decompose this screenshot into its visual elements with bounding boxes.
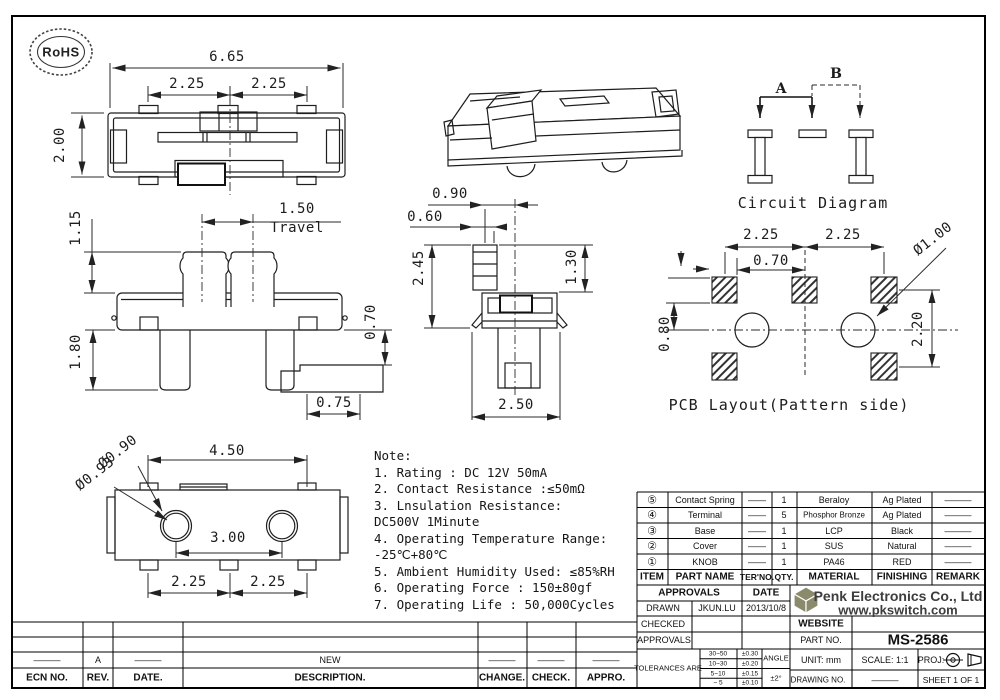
note-line: 5. Ambient Humidity Used: ≤85%RH: [374, 563, 615, 579]
part-finishing: Ag Plated: [882, 510, 922, 520]
part-terno: ——: [748, 526, 766, 536]
company-website: www.pkswitch.com: [838, 602, 958, 618]
part-finishing: Ag Plated: [882, 495, 922, 505]
tol-range-1: 30~50: [708, 650, 728, 658]
tol-value-2: ±0.20: [741, 660, 759, 668]
dim-pcb-span-v: 2.20: [910, 311, 926, 347]
part-material: SUS: [824, 541, 844, 551]
part-remark: ———: [944, 510, 972, 520]
circuit-title: Circuit Diagram: [737, 194, 889, 212]
rev-letter: A: [94, 655, 102, 665]
part-finishing: Black: [890, 526, 914, 536]
part-item-no: ②: [647, 540, 657, 553]
note-line: 3. Lnsulation Resistance:: [374, 497, 563, 513]
rev-header-description: DESCRIPTION.: [294, 672, 366, 684]
angle-value: ±2°: [770, 673, 782, 683]
part-item-no: ④: [647, 509, 657, 522]
parts-header-name: PART NAME: [675, 571, 735, 583]
rev-header-check: CHECK.: [531, 672, 571, 684]
part-name: KNOB: [692, 557, 718, 567]
rev-description-value: NEW: [319, 655, 341, 665]
dim-bottom-pitch-right: 2.25: [250, 574, 286, 590]
part-material: Beraloy: [818, 495, 850, 505]
sheet-label: SHEET 1 OF 1: [922, 675, 980, 685]
tol-range-4: ~ 5: [713, 679, 723, 687]
dim-pcb-offset: 0.70: [753, 253, 789, 269]
rev-header-appro: APPRO.: [586, 672, 626, 684]
dim-bottom-pitch: 3.00: [210, 530, 246, 546]
checked-label: CHECKED: [640, 619, 686, 629]
dim-pcb-pitch-left: 2.25: [743, 227, 779, 243]
part-remark: ———: [944, 557, 972, 567]
dim-top-pitch-right: 2.25: [251, 76, 287, 92]
dim-travel-word: Travel: [270, 220, 324, 236]
drawn-name: JKUN.LU: [698, 603, 736, 613]
approvals-header: APPROVALS: [658, 587, 720, 599]
rev-check-value: ———: [537, 655, 565, 665]
tolerances-label: TOLERANCES ARE: [634, 663, 702, 673]
part-terno: ——: [748, 495, 766, 505]
proj-label: PROJ:: [917, 655, 945, 665]
note-line: -25℃+80℃: [374, 547, 448, 562]
part-item-no: ⑤: [647, 494, 657, 507]
note-line: 4. Operating Temperature Range:: [374, 530, 608, 546]
parts-header-finishing: FINISHING: [876, 571, 928, 583]
dim-top-width: 6.65: [209, 49, 245, 65]
rev-header-date: DATE.: [133, 672, 163, 684]
part-terno: ——: [748, 541, 766, 551]
tol-value-4: ±0.10: [741, 679, 759, 687]
drawn-date: 2013/10/8: [745, 603, 787, 613]
tol-value-1: ±0.30: [741, 650, 759, 658]
part-remark: ———: [944, 541, 972, 551]
drawing-no-value: ———: [871, 675, 899, 685]
part-number: MS-2586: [887, 631, 949, 649]
part-qty: 1: [781, 526, 787, 536]
angle-label: ANGLE: [763, 653, 789, 663]
circuit-diagram: [748, 85, 873, 183]
note-line: 1. Rating : DC 12V 50mA: [374, 464, 548, 480]
pcb-title: PCB Layout(Pattern side): [668, 396, 910, 414]
circuit-label-a: A: [775, 81, 787, 97]
front-view: [84, 214, 392, 420]
part-name: Terminal: [687, 510, 723, 520]
part-material: LCP: [825, 526, 843, 536]
rev-ecn-value: ———: [33, 655, 61, 665]
note-line: DC500V 1Minute: [374, 514, 480, 529]
part-name: Cover: [692, 541, 718, 551]
parts-header-terno: TER'NO.: [739, 572, 775, 582]
rev-header-ecn: ECN NO.: [26, 672, 68, 684]
unit-label: UNIT: mm: [801, 655, 841, 665]
rohs-label: RoHS: [42, 44, 80, 60]
tol-value-3: ±0.15: [741, 670, 759, 677]
parts-header-material: MATERIAL: [808, 571, 860, 583]
note-line: Note:: [374, 448, 412, 463]
part-item-no: ①: [647, 556, 657, 569]
dim-side-knob-b: 0.60: [407, 209, 443, 225]
approvals-label: APPROVALS: [637, 635, 691, 645]
rev-appro-value: ———: [592, 655, 620, 665]
company-name: Penk Electronics Co., Ltd: [813, 588, 983, 604]
part-terno: ——: [748, 510, 766, 520]
parts-header-qty: QTY.: [774, 572, 794, 582]
circuit-label-b: B: [830, 66, 842, 82]
dim-pcb-pad-v: 0.80: [657, 316, 673, 352]
dim-side-width: 2.50: [498, 397, 534, 413]
part-qty: 1: [781, 557, 787, 567]
dim-hole-b: Ø0.93: [72, 453, 118, 495]
part-qty: 1: [781, 541, 787, 551]
dim-leg-length: 1.80: [68, 334, 84, 370]
part-remark: ———: [944, 495, 972, 505]
dim-hole-a: Ø0.90: [95, 431, 141, 473]
part-no-label: PART NO.: [800, 635, 842, 645]
dim-step-width: 0.75: [316, 395, 352, 411]
note-line: 7. Operating Life : 50,000Cycles: [374, 596, 615, 612]
dim-step-height: 0.70: [363, 304, 379, 340]
dim-side-knob-a: 0.90: [432, 186, 468, 202]
part-remark: ———: [944, 526, 972, 536]
rev-header-rev: REV.: [86, 672, 110, 684]
part-qty: 1: [781, 495, 787, 505]
website-label: WEBSITE: [798, 618, 844, 630]
parts-header-item: ITEM: [640, 571, 664, 583]
part-finishing: Natural: [887, 541, 917, 551]
notes-block: [374, 448, 615, 613]
note-line: 6. Operating Force : 150±80gf: [374, 580, 593, 595]
part-terno: ——: [748, 557, 766, 567]
part-item-no: ③: [647, 525, 657, 538]
dim-top-pitch-left: 2.25: [169, 76, 205, 92]
part-name: Contact Spring: [675, 495, 735, 505]
top-view: [71, 63, 345, 195]
drawn-label: DRAWN: [646, 603, 680, 613]
tol-range-2: 10~30: [708, 660, 728, 668]
date-header: DATE: [752, 587, 780, 599]
dim-pcb-hole: Ø1.00: [910, 218, 956, 260]
tol-range-3: 5~10: [710, 670, 726, 677]
side-view: [410, 199, 593, 420]
rev-date-value: ———: [134, 655, 162, 665]
dim-side-knob-height: 1.30: [564, 249, 580, 285]
dim-pcb-pitch-right: 2.25: [825, 227, 861, 243]
part-qty: 5: [781, 510, 787, 520]
dim-travel-value: 1.50: [279, 201, 315, 217]
dim-side-height: 2.45: [411, 250, 427, 286]
drawing-no-label: DRAWING NO.: [790, 675, 846, 685]
part-material: PA46: [823, 557, 845, 567]
dim-top-height: 2.00: [52, 127, 68, 163]
bottom-view: [107, 455, 348, 598]
part-material: Phosphor Bronze: [803, 510, 865, 520]
dim-knob-height: 1.15: [68, 210, 84, 246]
dim-bottom-pitch-left: 2.25: [171, 574, 207, 590]
part-name: Base: [694, 526, 716, 536]
parts-header-remark: REMARK: [936, 571, 980, 583]
perspective-view: [444, 88, 682, 177]
scale-label: SCALE: 1:1: [861, 655, 909, 665]
projection-symbol-icon: [943, 654, 981, 667]
dim-bottom-width: 4.50: [209, 443, 245, 459]
rev-change-value: ———: [488, 655, 516, 665]
part-finishing: RED: [892, 557, 912, 567]
rev-header-change: CHANGE.: [478, 672, 526, 684]
note-line: 2. Contact Resistance :≤50mΩ: [374, 481, 585, 496]
